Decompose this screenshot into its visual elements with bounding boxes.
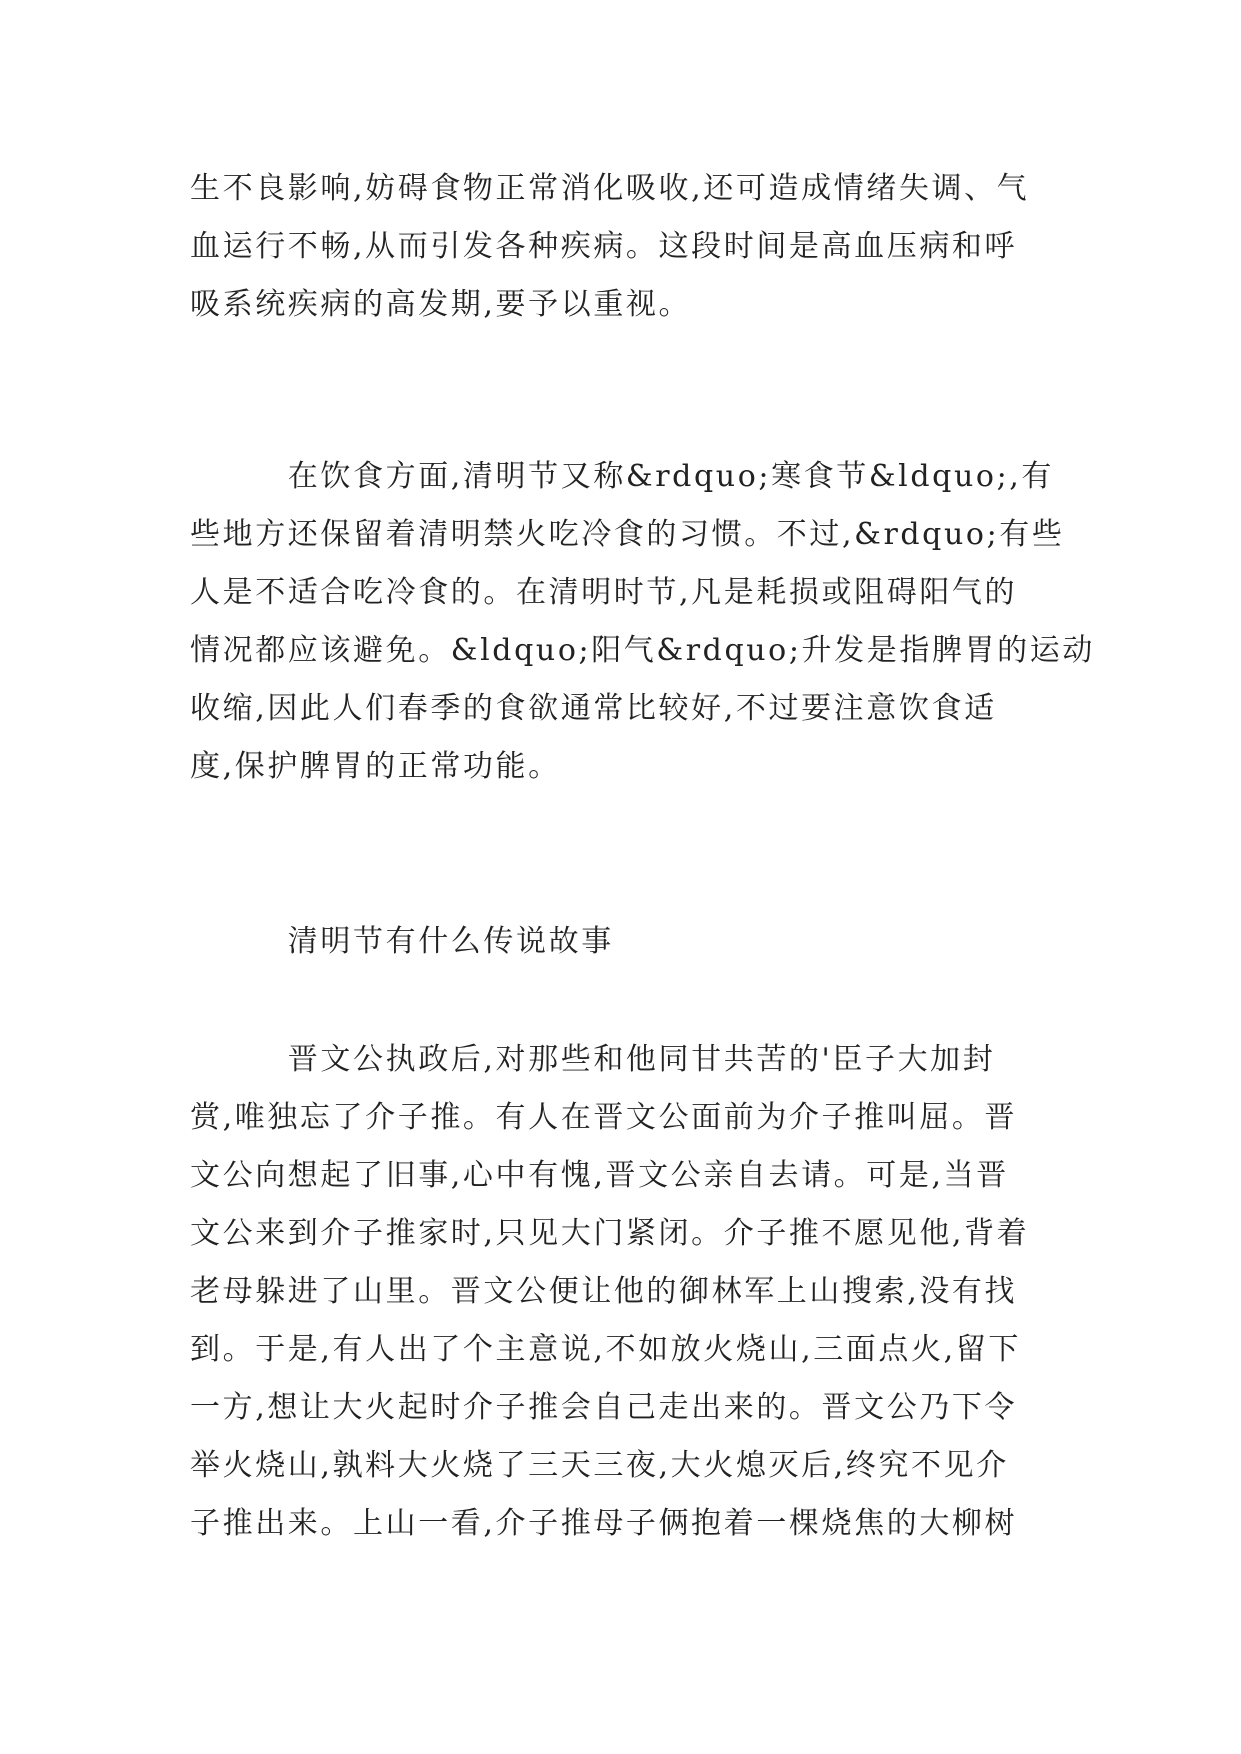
paragraph-diet	[190, 448, 1095, 796]
text-line: 度,保护脾胃的正常功能。	[190, 749, 561, 784]
text-line: 文公来到介子推家时,只见大门紧闭。介子推不愿见他,背着	[190, 1216, 1030, 1251]
text-line: 在饮食方面,清明节又称&rdquo;寒食节&ldquo;,有	[190, 459, 1055, 494]
paragraph-legend-story	[190, 1031, 1060, 1553]
section-heading	[190, 913, 1060, 971]
text-line: 晋文公执政后,对那些和他同甘共苦的'臣子大加封	[190, 1042, 996, 1077]
text-line: 人是不适合吃冷食的。在清明时节,凡是耗损或阻碍阳气的	[190, 575, 1018, 610]
text-line: 文公向想起了旧事,心中有愧,晋文公亲自去请。可是,当晋	[190, 1158, 1009, 1193]
heading-text: 清明节有什么传说故事	[190, 924, 614, 959]
text-line: 些地方还保留着清明禁火吃冷食的习惯。不过,&rdquo;有些	[190, 517, 1065, 552]
text-line: 子推出来。上山一看,介子推母子俩抱着一棵烧焦的大柳树	[190, 1506, 1018, 1541]
paragraph-health-effects	[190, 160, 1060, 334]
text-line: 吸系统疾病的高发期,要予以重视。	[190, 287, 692, 322]
text-line: 生不良影响,妨碍食物正常消化吸收,还可造成情绪失调、气	[190, 171, 1030, 206]
text-line: 老母躲进了山里。晋文公便让他的御林军上山搜索,没有找	[190, 1274, 1018, 1309]
text-line: 举火烧山,孰料大火烧了三天三夜,大火熄灭后,终究不见介	[190, 1448, 1009, 1483]
text-line: 一方,想让大火起时介子推会自己走出来的。晋文公乃下令	[190, 1390, 1018, 1425]
text-line: 收缩,因此人们春季的食欲通常比较好,不过要注意饮食适	[190, 691, 997, 726]
text-line: 血运行不畅,从而引发各种疾病。这段时间是高血压病和呼	[190, 229, 1018, 264]
text-line: 到。于是,有人出了个主意说,不如放火烧山,三面点火,留下	[190, 1332, 1021, 1367]
text-line: 情况都应该避免。&ldquo;阳气&rdquo;升发是指脾胃的运动	[190, 633, 1095, 668]
text-line: 赏,唯独忘了介子推。有人在晋文公面前为介子推叫屈。晋	[190, 1100, 1018, 1135]
